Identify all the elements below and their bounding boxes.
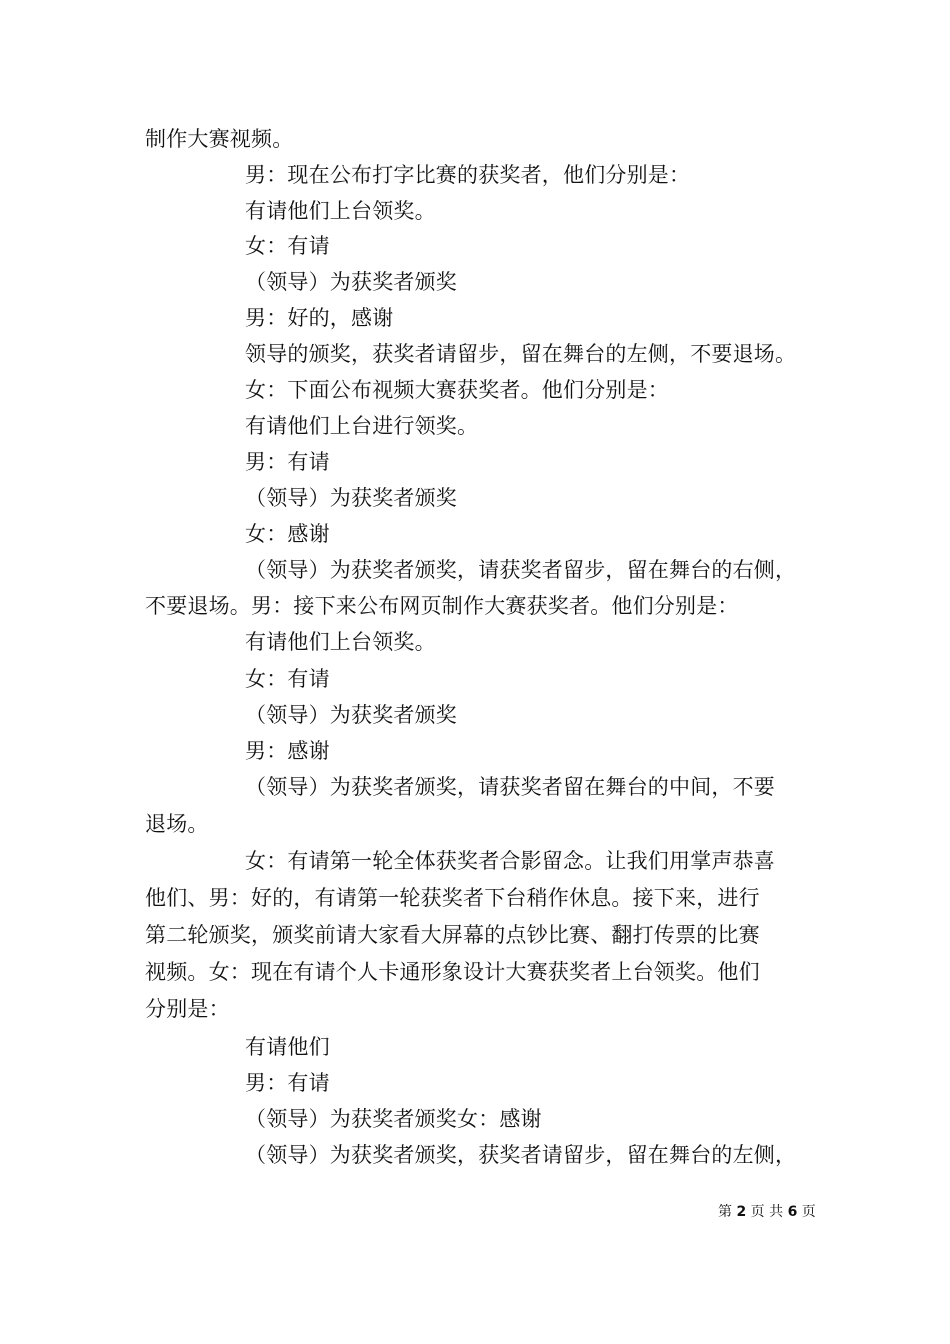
text-line: 男：有请 — [245, 1071, 330, 1095]
text-line: 男：感谢 — [245, 739, 330, 763]
text-line: 领导的颁奖，获奖者请留步，留在舞台的左侧，不要退场。 — [245, 342, 797, 366]
text-line: 男：现在公布打字比赛的获奖者，他们分别是： — [245, 163, 691, 187]
footer-middle: 页 共 — [750, 1204, 784, 1220]
text-line: 女：有请 — [245, 234, 330, 258]
text-line: （领导）为获奖者颁奖，请获奖者留在舞台的中间，不要 — [245, 775, 775, 799]
text-line: 分别是： — [145, 997, 230, 1021]
page-footer — [718, 1202, 816, 1222]
text-line: （领导）为获奖者颁奖 — [245, 703, 457, 727]
text-line: 不要退场。男：接下来公布网页制作大赛获奖者。他们分别是： — [145, 594, 739, 618]
footer-prefix: 第 — [718, 1204, 732, 1220]
text-line: 制作大赛视频。 — [145, 127, 294, 151]
text-line: 有请他们上台进行领奖。 — [245, 414, 479, 438]
text-line: （领导）为获奖者颁奖 — [245, 270, 457, 294]
total-page-number: 6 — [787, 1204, 798, 1220]
text-line: （领导）为获奖者颁奖 — [245, 486, 457, 510]
text-line: （领导）为获奖者颁奖，获奖者请留步，留在舞台的左侧， — [245, 1143, 797, 1167]
text-line: 视频。女：现在有请个人卡通形象设计大赛获奖者上台领奖。他们 — [145, 960, 760, 984]
text-line: 第二轮颁奖，颁奖前请大家看大屏幕的点钞比赛、翻打传票的比赛 — [145, 923, 760, 947]
text-line: 女：有请第一轮全体获奖者合影留念。让我们用掌声恭喜 — [245, 849, 775, 873]
text-line: （领导）为获奖者颁奖女：感谢 — [245, 1107, 542, 1131]
text-line: 他们、男：好的，有请第一轮获奖者下台稍作休息。接下来，进行 — [145, 886, 760, 910]
text-line: 有请他们 — [245, 1035, 330, 1059]
footer-suffix: 页 — [801, 1204, 816, 1220]
text-line: （领导）为获奖者颁奖，请获奖者留步，留在舞台的右侧， — [245, 558, 797, 582]
text-line: 女：有请 — [245, 667, 330, 691]
text-line: 有请他们上台领奖。 — [245, 630, 436, 654]
text-line: 退场。 — [145, 812, 209, 836]
text-line: 有请他们上台领奖。 — [245, 199, 436, 223]
text-line: 男：好的，感谢 — [245, 306, 394, 330]
text-line: 男：有请 — [245, 450, 330, 474]
current-page-number: 2 — [736, 1204, 747, 1220]
text-line: 女：下面公布视频大赛获奖者。他们分别是： — [245, 378, 669, 402]
text-line: 女：感谢 — [245, 522, 330, 546]
